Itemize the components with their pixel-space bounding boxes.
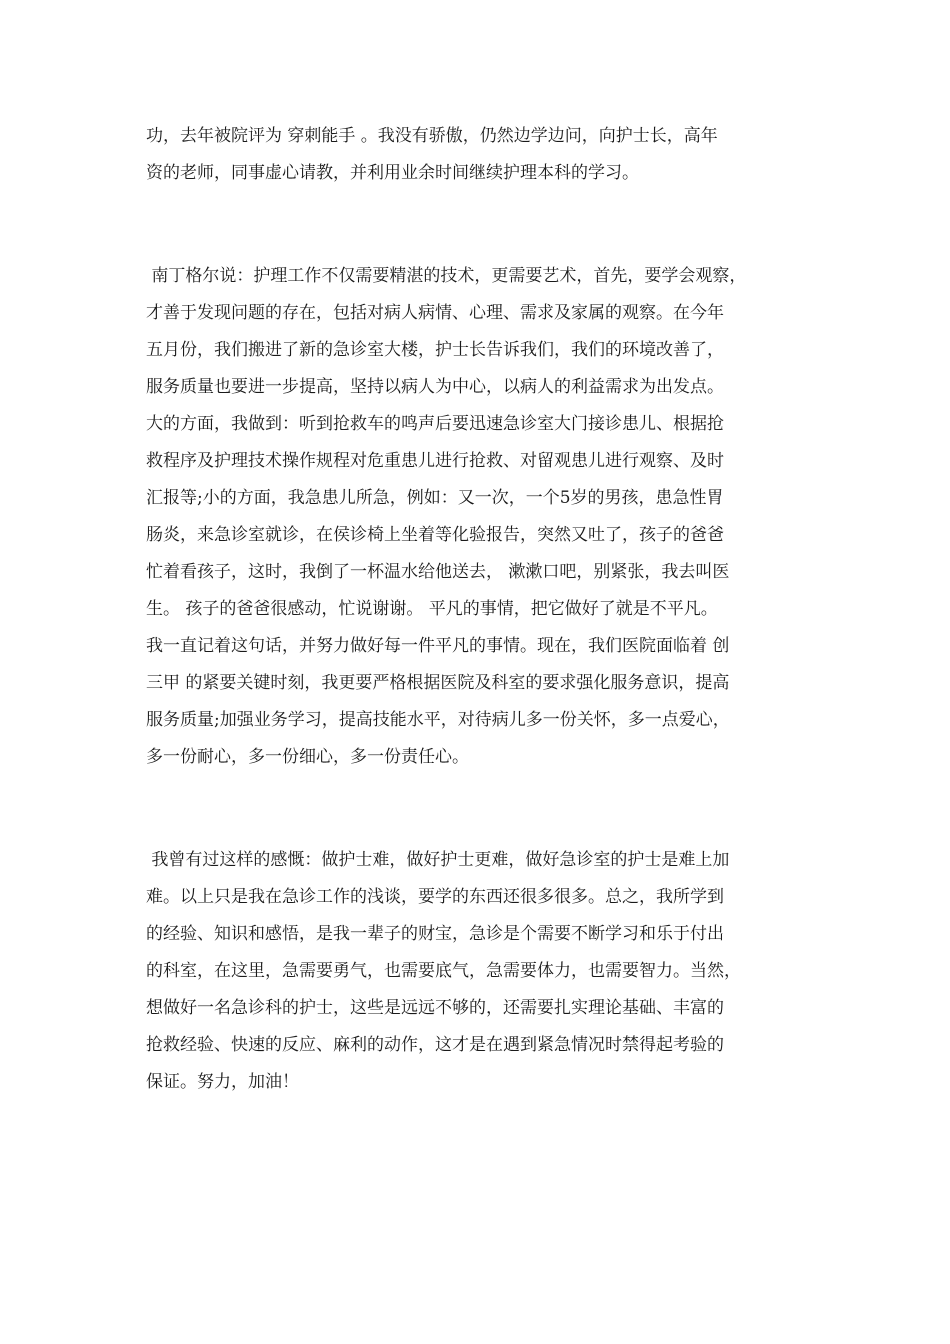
text-line: 汇报等;小的方面，我急患儿所急，例如：又一次，一个5岁的男孩，患急性胃 [146,488,724,508]
text-line: 救程序及护理技术操作规程对危重患儿进行抢救、对留观患儿进行观察、及时 [146,451,724,471]
text-line: 的经验、知识和感悟，是我一辈子的财宝，急诊是个需要不断学习和乐于付出 [146,924,724,944]
text-line: 服务质量也要进一步提高，坚持以病人为中心，以病人的利益需求为出发点。 [146,377,724,397]
text-line: 我曾有过这样的感慨：做护士难，做好护士更难，做好急诊室的护士是难上加 [146,850,730,870]
text-line: 忙着看孩子，这时，我倒了一杯温水给他送去， 漱漱口吧，别紧张，我去叫医 [146,562,730,582]
text-line: 难。以上只是我在急诊工作的浅谈，要学的东西还很多很多。总之，我所学到 [146,887,724,907]
text-line: 三甲 的紧要关键时刻，我更要严格根据医院及科室的要求强化服务意识，提高 [146,673,730,693]
text-line: 才善于发现问题的存在，包括对病人病情、心理、需求及家属的观察。在今年 [146,303,724,323]
text-line: 我一直记着这句话，并努力做好每一件平凡的事情。现在，我们医院面临着 创 [146,636,730,656]
text-line: 保证。努力，加油！ [146,1072,299,1092]
text-line: 大的方面，我做到：听到抢救车的鸣声后要迅速急诊室大门接诊患儿、根据抢 [146,414,724,434]
text-line: 的科室，在这里，急需要勇气，也需要底气，急需要体力，也需要智力。当然， [146,961,741,981]
text-line: 服务质量;加强业务学习，提高技能水平，对待病儿多一份关怀，多一点爱心， [146,710,730,730]
text-line: 抢救经验、快速的反应、麻利的动作，这才是在遇到紧急情况时禁得起考验的 [146,1035,724,1055]
text-line: 南丁格尔说：护理工作不仅需要精湛的技术，更需要艺术，首先，要学会观察， [146,266,747,286]
text-line: 功，去年被院评为 穿刺能手 。我没有骄傲，仍然边学边问，向护士长，高年 [146,126,718,146]
paragraph-1 [146,118,836,192]
text-line: 资的老师，同事虚心请教，并利用业余时间继续护理本科的学习。 [146,163,639,183]
text-line: 五月份，我们搬进了新的急诊室大楼，护士长告诉我们，我们的环境改善了， [146,340,724,360]
text-line: 生。 孩子的爸爸很感动，忙说谢谢。 平凡的事情，把它做好了就是不平凡。 [146,599,718,619]
text-line: 多一份耐心，多一份细心，多一份责任心。 [146,747,469,767]
text-line: 想做好一名急诊科的护士，这些是远远不够的，还需要扎实理论基础、丰富的 [146,998,724,1018]
paragraph-2 [146,258,836,776]
paragraph-3 [146,842,836,1101]
text-line: 肠炎，来急诊室就诊，在侯诊椅上坐着等化验报告，突然又吐了，孩子的爸爸 [146,525,724,545]
